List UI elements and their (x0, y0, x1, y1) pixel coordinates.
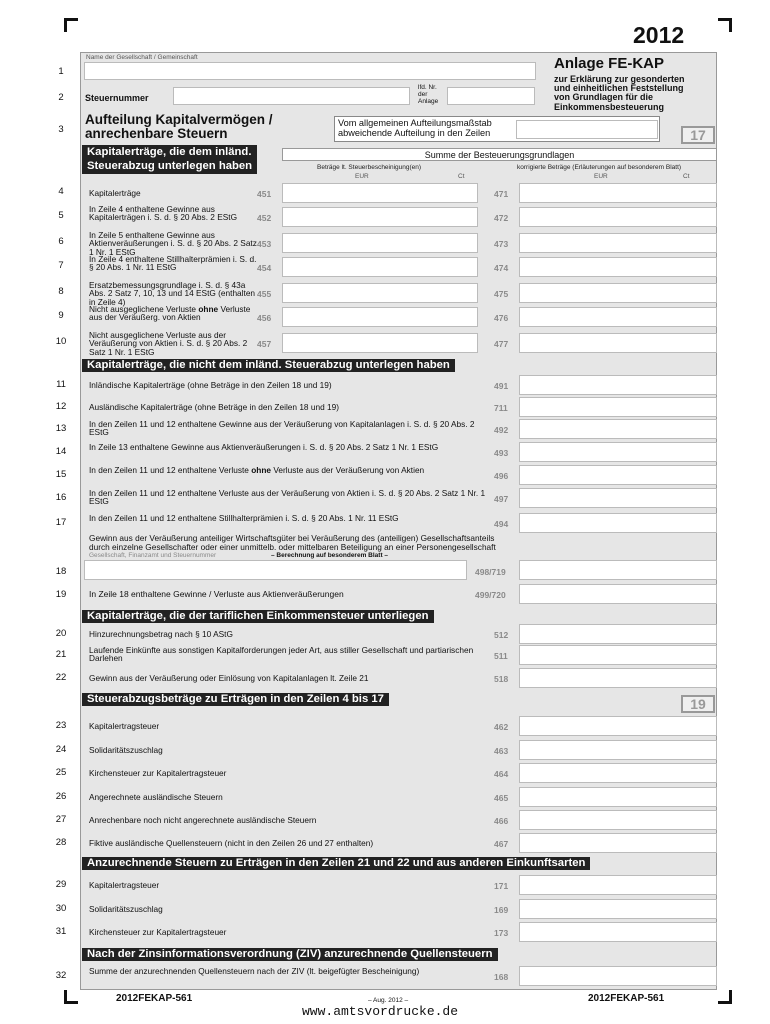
line-number-1: 1 (58, 66, 64, 77)
line-number: 21 (55, 649, 67, 660)
row-label: Ersatzbemessungsgrundlage i. S. d. § 43a Abs. 2 Satz 7, 10, 13 und 14 EStG (enthalten in Zeile 4) (89, 280, 256, 307)
amount-field[interactable] (519, 875, 717, 895)
amount-field[interactable] (519, 513, 717, 533)
ct-label-right: Ct (683, 173, 690, 180)
row-label: In den Zeilen 11 und 12 enthaltene Verluste aus der Veräußerung von Aktien i. S. d. § 20 Abs. 2 Satz 1 Nr. 1 EStG (89, 488, 486, 507)
line-number-3: 3 (58, 124, 64, 135)
company-name-caption: Name der Gesellschaft / Gemeinschaft (86, 54, 198, 61)
line-number: 28 (55, 837, 67, 848)
amount-left-field[interactable] (282, 333, 478, 353)
row-label: Summe der anzurechnenden Quellensteuern nach der ZIV (lt. beigefügter Bescheinigung) (89, 966, 420, 976)
line-number: 16 (55, 492, 67, 503)
line-number: 6 (58, 236, 64, 247)
block-18-intro-line1: Gewinn aus der Veräußerung anteiliger Wirtschaftsgüter bei Veräußerung des (anteiligen) Gesellschaftsanteils (89, 533, 495, 543)
row-label: Fiktive ausländische Quellensteuern (nicht in den Zeilen 26 und 27 enthalten) (89, 838, 374, 848)
amount-field[interactable] (519, 810, 717, 830)
kz-left: 452 (257, 213, 272, 223)
line-18-amount-field[interactable] (519, 560, 717, 580)
line-19-kz: 499/720 (475, 590, 506, 600)
tax-number-label: Steuernummer (85, 93, 149, 103)
label-part: In den Zeilen 11 und 12 enthaltene Verluste (89, 465, 252, 475)
row-label (89, 305, 261, 322)
kz-code: 518 (494, 674, 509, 684)
kz-code: 496 (494, 471, 509, 481)
kz-code: 171 (494, 881, 509, 891)
crop-mark-bottom-left (64, 990, 78, 1004)
line-number: 5 (58, 210, 64, 221)
kz-left: 453 (257, 239, 272, 249)
eur-label-left: EUR (355, 173, 369, 180)
line-number: 18 (55, 566, 67, 577)
line-number: 26 (55, 791, 67, 802)
line-number: 13 (55, 423, 67, 434)
kz-right: 471 (494, 189, 509, 199)
section-d-title: Steuerabzugsbeträge zu Erträgen in den Zeilen 4 bis 17 (82, 693, 389, 706)
line-number: 7 (58, 260, 64, 271)
section-a-title-line2: Steuerabzug unterlegen haben (87, 159, 253, 172)
amount-left-field[interactable] (282, 233, 478, 253)
amount-left-field[interactable] (282, 307, 478, 327)
sum-header: Summe der Besteuerungsgrundlagen (282, 148, 717, 161)
line-number: 8 (58, 286, 64, 297)
amount-field[interactable] (519, 833, 717, 853)
footer-left-code: 2012FEKAP-561 (116, 993, 193, 1004)
lfd-nr-field[interactable] (447, 87, 535, 105)
line-19-text: In Zeile 18 enthaltene Gewinne / Verluste aus Aktienveräußerungen (89, 589, 344, 599)
line-number: 4 (58, 186, 64, 197)
col-right-header: korrigierte Beträge (Erläuterungen auf besonderem Blatt) (517, 164, 682, 171)
kz-code: 467 (494, 839, 509, 849)
line-number: 30 (55, 903, 67, 914)
kz-left: 451 (257, 189, 272, 199)
amount-left-field[interactable] (282, 183, 478, 203)
crop-mark-top-right (718, 18, 732, 32)
amount-field[interactable] (519, 465, 717, 485)
line-number: 24 (55, 744, 67, 755)
deviation-line-1: Vom allgemeinen Aufteilungsmaßstab (338, 118, 492, 128)
subtitle-line-2: und einheitlichen Feststellung (554, 83, 684, 94)
kz-code: 465 (494, 793, 509, 803)
line-number: 17 (55, 517, 67, 528)
section-a-title (82, 145, 257, 174)
row-label: In Zeile 13 enthaltene Gewinne aus Aktienveräußerungen i. S. d. § 20 Abs. 2 Satz 1 Nr. 1 EStG (89, 442, 439, 452)
amount-field[interactable] (519, 740, 717, 760)
label-part: Verluste aus der Veräußerg. von Aktien (89, 304, 251, 323)
kz-code: 497 (494, 494, 509, 504)
lfd-nr-line3: Anlage (418, 98, 439, 105)
kz-code: 173 (494, 928, 509, 938)
kz-code: 494 (494, 519, 509, 529)
form-sheet (80, 52, 717, 990)
line-number: 19 (55, 589, 67, 600)
amount-right-field[interactable] (519, 307, 717, 327)
amount-field[interactable] (519, 488, 717, 508)
amount-field[interactable] (519, 375, 717, 395)
amount-field[interactable] (519, 899, 717, 919)
amount-right-field[interactable] (519, 207, 717, 227)
amount-right-field[interactable] (519, 257, 717, 277)
line-number-2: 2 (58, 92, 64, 103)
deviation-lines-field[interactable] (516, 120, 658, 139)
kz-left: 457 (257, 339, 272, 349)
line-number: 25 (55, 767, 67, 778)
kz-right: 473 (494, 239, 509, 249)
amount-field[interactable] (519, 668, 717, 688)
amount-field[interactable] (519, 787, 717, 807)
tax-number-field[interactable] (173, 87, 410, 105)
kz-code: 493 (494, 448, 509, 458)
kz-code: 512 (494, 630, 509, 640)
page-heading (85, 113, 273, 141)
form-subtitle (554, 75, 685, 112)
amount-field[interactable] (519, 419, 717, 439)
block-18-caption: Gesellschaft, Finanzamt und Steuernummer (89, 552, 217, 559)
kz-left: 454 (257, 263, 272, 273)
line-number: 32 (55, 970, 67, 981)
line-number: 10 (55, 336, 67, 347)
form-year: 2012 (633, 22, 685, 48)
kz-code: 711 (494, 403, 508, 413)
ct-label-left: Ct (458, 173, 465, 180)
line-number: 23 (55, 720, 67, 731)
row-label (89, 466, 489, 474)
amount-right-field[interactable] (519, 283, 717, 303)
eur-label-right: EUR (594, 173, 608, 180)
amount-right-field[interactable] (519, 233, 717, 253)
box-number-17: 17 (681, 126, 715, 144)
amount-field[interactable] (519, 716, 717, 736)
kz-code: 491 (494, 381, 509, 391)
heading-line-1: Aufteilung Kapitalvermögen / (85, 112, 273, 127)
amount-field[interactable] (519, 966, 717, 986)
row-label: Nicht ausgeglichene Verluste aus der Veräußerung von Aktien i. S. d. § 20 Abs. 2 Satz 1 Nr. 1 EStG (89, 330, 248, 357)
block-18-note: – Berechnung auf besonderem Blatt – (271, 552, 389, 559)
line-number: 27 (55, 814, 67, 825)
footer-url[interactable]: www.amtsvordrucke.de (302, 1004, 459, 1019)
block-18-intro-line2: durch einzelne Gesellschafter oder einer unmittelb. oder mittelbaren Beteiligung an einer Personengesellschaft (89, 542, 496, 552)
kz-right: 476 (494, 313, 509, 323)
kz-code: 511 (494, 651, 508, 661)
company-name-field[interactable] (84, 62, 536, 80)
section-b-title: Kapitalerträge, die nicht dem inländ. Steuerabzug unterlegen haben (82, 359, 455, 372)
section-c-title: Kapitalerträge, die der tariflichen Einkommensteuer unterliegen (82, 610, 434, 623)
row-label: In Zeile 5 enthaltene Gewinne aus Aktienveräußerungen i. S. d. § 20 Abs. 2 Satz 1 Nr. 1 EStG (89, 230, 257, 257)
line-number: 15 (55, 469, 67, 480)
amount-field[interactable] (519, 397, 717, 417)
section-e-title: Anzurechnende Steuern zu Erträgen in den Zeilen 21 und 22 und aus anderen Einkunftsarten (82, 857, 590, 870)
form-title: Anlage FE-KAP (554, 55, 665, 72)
row-label: Solidaritätszuschlag (89, 745, 163, 755)
subtitle-line-1: zur Erklärung zur gesonderten (554, 74, 685, 84)
kz-right: 474 (494, 263, 509, 273)
footer-right-code: 2012FEKAP-561 (588, 993, 665, 1004)
row-label: Kirchensteuer zur Kapitalertragsteuer (89, 768, 227, 778)
row-label: Inländische Kapitalerträge (ohne Beträge in den Zeilen 18 und 19) (89, 380, 332, 390)
kz-left: 455 (257, 289, 272, 299)
kz-right: 472 (494, 213, 509, 223)
lfd-nr-label (418, 84, 438, 105)
footer-date: – Aug. 2012 – (368, 997, 409, 1004)
kz-code: 169 (494, 905, 509, 915)
line-18-description-field[interactable] (84, 560, 467, 580)
heading-line-2: anrechenbare Steuern (85, 126, 228, 141)
label-part: Nicht ausgeglichene Verluste (89, 304, 199, 314)
row-label: Kapitalertragsteuer (89, 721, 160, 731)
row-label: Ausländische Kapitalerträge (ohne Beträge in den Zeilen 18 und 19) (89, 402, 339, 412)
subtitle-line-3: von Grundlagen für die (554, 92, 654, 103)
row-label: In Zeile 4 enthaltene Gewinne aus Kapitalerträgen i. S. d. § 20 Abs. 2 EStG (89, 204, 238, 223)
row-label: Hinzurechnungsbetrag nach § 10 AStG (89, 629, 233, 639)
row-label: In den Zeilen 11 und 12 enthaltene Gewinne aus der Veräußerung von Kapitalanlagen i. S. d. § 20 Abs. 2 EStG (89, 419, 475, 438)
line-number: 31 (55, 926, 67, 937)
label-part: Verluste aus der Veräußerung von Aktien (271, 465, 425, 475)
row-label: Laufende Einkünfte aus sonstigen Kapitalforderungen jeder Art, aus stiller Gesellschaft und partiarischen Darlehen (89, 645, 474, 664)
bold-word: ohne (198, 304, 219, 314)
amount-left-field[interactable] (282, 257, 478, 277)
kz-code: 168 (494, 972, 509, 982)
amount-field[interactable] (519, 624, 717, 644)
line-number: 22 (55, 672, 67, 683)
lfd-nr-line2: der (418, 91, 428, 98)
kz-code: 466 (494, 816, 509, 826)
amount-right-field[interactable] (519, 333, 717, 353)
line-number: 14 (55, 446, 67, 457)
kz-code: 492 (494, 425, 509, 435)
kz-code: 462 (494, 722, 509, 732)
bold-word: ohne (251, 465, 272, 475)
row-label: Kirchensteuer zur Kapitalertragsteuer (89, 927, 227, 937)
kz-code: 464 (494, 769, 509, 779)
box-number-19: 19 (681, 695, 715, 713)
kz-right: 475 (494, 289, 509, 299)
line-19-amount-field[interactable] (519, 584, 717, 604)
amount-left-field[interactable] (282, 283, 478, 303)
amount-field[interactable] (519, 922, 717, 942)
crop-mark-bottom-right (718, 990, 732, 1004)
crop-mark-top-left (64, 18, 78, 32)
kz-code: 463 (494, 746, 509, 756)
section-f-title: Nach der Zinsinformationsverordnung (ZIV) anzurechnende Quellensteuern (82, 948, 498, 961)
deviation-label (338, 118, 492, 138)
amount-field[interactable] (519, 763, 717, 783)
section-a-title-line1: Kapitalerträge, die dem inländ. (87, 146, 252, 158)
amount-right-field[interactable] (519, 183, 717, 203)
line-number: 20 (55, 628, 67, 639)
row-label: Solidaritätszuschlag (89, 904, 163, 914)
row-label: Anrechenbare noch nicht angerechnete ausländische Steuern (89, 815, 317, 825)
kz-right: 477 (494, 339, 509, 349)
amount-field[interactable] (519, 645, 717, 665)
row-label: Kapitalertragsteuer (89, 880, 160, 890)
deviation-line-2: abweichende Aufteilung in den Zeilen (338, 128, 491, 138)
row-label: Angerechnete ausländische Steuern (89, 792, 223, 802)
line-number: 29 (55, 879, 67, 890)
line-number: 12 (55, 401, 67, 412)
row-label: In den Zeilen 11 und 12 enthaltene Stillhalterprämien i. S. d. § 20 Abs. 1 Nr. 11 EStG (89, 513, 399, 523)
line-number: 11 (56, 379, 66, 390)
subtitle-line-4: Einkommensbesteuerung (554, 101, 665, 112)
line-number: 9 (58, 310, 64, 321)
row-label: Kapitalerträge (89, 188, 141, 198)
col-left-header: Beträge lt. Steuerbescheinigung(en) (317, 164, 422, 171)
amount-left-field[interactable] (282, 207, 478, 227)
block-18-intro (89, 534, 496, 552)
lfd-nr-line1: lfd. Nr. (418, 84, 437, 91)
row-label: In Zeile 4 enthaltene Stillhalterprämien i. S. d. § 20 Abs. 1 Nr. 11 EStG (89, 254, 257, 273)
kz-left: 456 (257, 313, 272, 323)
row-label: Gewinn aus der Veräußerung oder Einlösung von Kapitalanlagen lt. Zeile 21 (89, 673, 369, 683)
amount-field[interactable] (519, 442, 717, 462)
line-18-kz: 498/719 (475, 567, 506, 577)
